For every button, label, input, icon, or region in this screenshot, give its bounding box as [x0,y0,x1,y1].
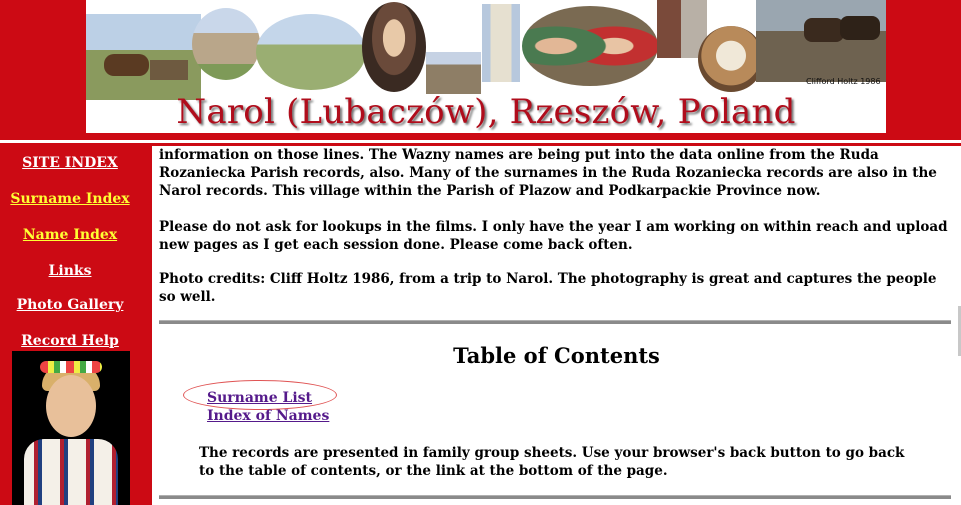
toc-link-surname-list[interactable]: Surname List [207,390,313,406]
photo-credit: Clifford Holtz 1986 [806,77,881,86]
photo-credits-paragraph: Photo credits: Cliff Holtz 1986, from a trip to Narol. The photography is great and captures the people so well. [159,271,937,305]
header-banner [86,0,886,133]
photo-manor-house [192,8,260,80]
horizontal-rule [159,320,951,324]
photo-horse-plough [756,0,886,82]
sidebar-item-photo-gallery[interactable]: Photo Gallery [16,297,124,313]
main-content [152,146,961,505]
photo-church-altar [698,26,764,92]
photo-old-woman [362,2,426,92]
sidebar-item-record-help[interactable]: Record Help [21,333,119,349]
intro-paragraph: information on those lines. The Wazny names are being put into the data online from the Ruda Rozaniecka Parish records, also. Many of the surnames in the Ruda Rozaniecka records are also in the Narol records. This village within the Parish of Plazow and Podkarpackie Province now. [159,147,937,199]
sidebar-item-surname-index[interactable]: Surname Index [10,191,130,207]
photo-church-tower [482,4,520,82]
sidebar [0,143,148,505]
photo-barn [426,52,481,94]
site-title: Narol (Lubaczów), Rzeszów, Poland [176,92,796,132]
records-paragraph: The records are presented in family group sheets. Use your browser's back button to go back to the table of contents, or the link at the bottom of the page. [199,445,905,479]
toc-title: Table of Contents [453,343,660,368]
photo-horse-cart [86,14,201,100]
sidebar-item-links[interactable]: Links [48,263,92,279]
toc-link-index-of-names[interactable]: Index of Names [207,408,330,424]
horizontal-rule-bottom [159,495,951,499]
sidebar-item-name-index[interactable]: Name Index [22,227,118,243]
photo-two-women [522,6,658,86]
photo-village-field [256,14,366,90]
lookup-paragraph: Please do not ask for lookups in the films. I only have the year I am working on within reach and upload new pages as I get each session done. Please come back often. [159,219,948,253]
photo-girl-folk-costume [12,351,130,505]
sidebar-item-site-index[interactable]: SITE INDEX [22,155,118,171]
